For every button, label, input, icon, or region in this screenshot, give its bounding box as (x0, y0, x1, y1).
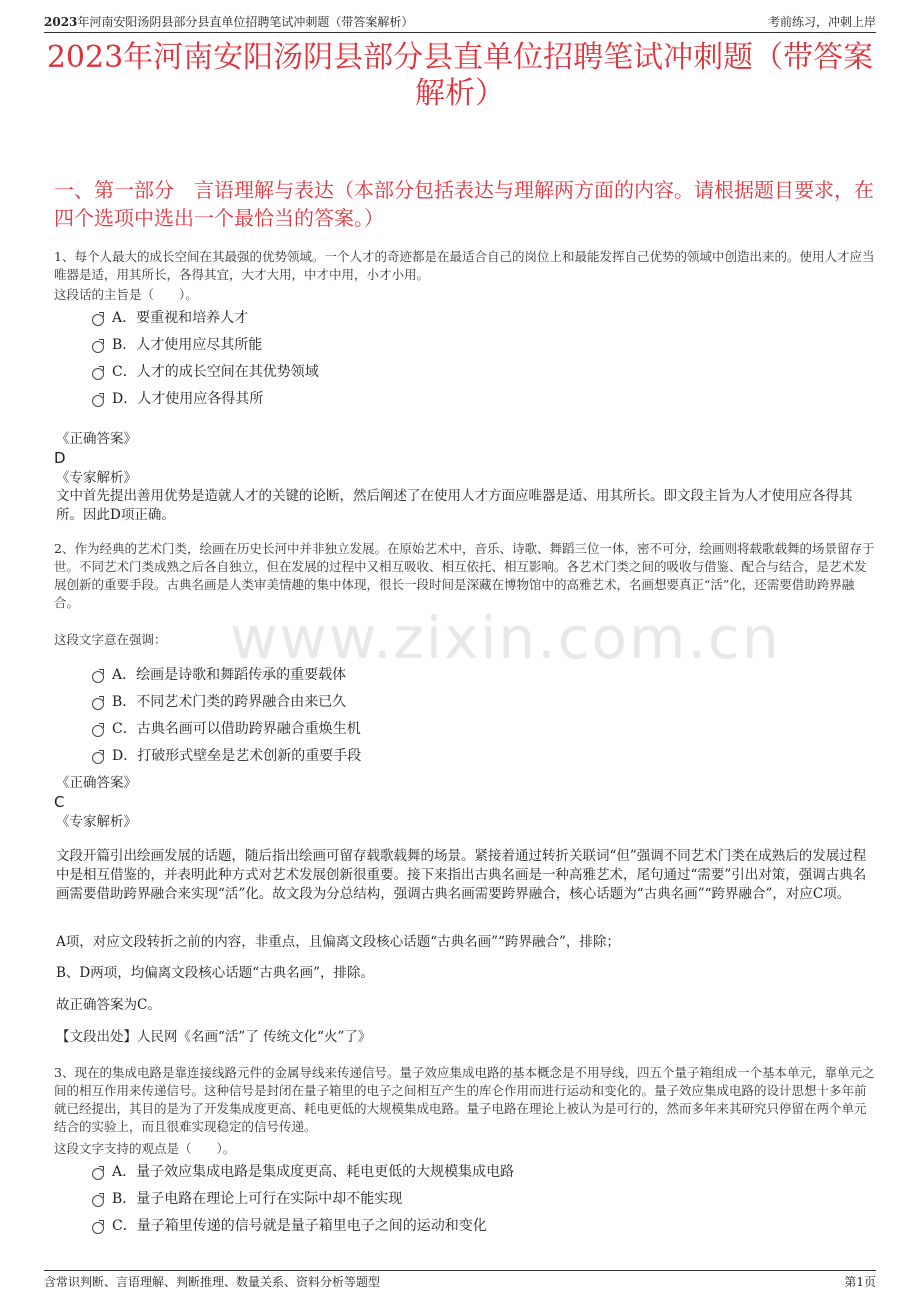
q2-answer: C (54, 793, 65, 811)
option-text: 要重视和培养人才 (136, 310, 249, 326)
option-letter: A． (112, 310, 137, 326)
option-text: 不同艺术门类的跨界融合由来已久 (136, 694, 347, 710)
q2-option-d[interactable] (92, 746, 361, 766)
option-letter: D． (112, 391, 138, 407)
q1-answer-label: 《正确答案》 (56, 431, 137, 447)
radio-icon[interactable] (92, 671, 104, 683)
q2-analysis: 文段开篇引出绘画发展的话题，随后指出绘画可留存载歌载舞的场景。紧接着通过转折关联词“但”强调不同艺术门类在成熟后的发展过程中是相互借鉴的，并表明此种方式对艺术发展创新很重要。接下来指出古典名画是一种高雅艺术，尾句通过“需要”引出对策，强调古典名画需要借助跨界融合来实现“活”化。故文段为分总结构，强调古典名画需要跨界融合，核心话题为“古典名画”“跨界融合”，对应C项。 (56, 848, 867, 902)
radio-icon[interactable] (92, 368, 104, 380)
option-text: 人才的成长空间在其优势领域 (136, 364, 319, 380)
header-year: 2023 (44, 15, 78, 29)
question-3-prompt: 这段文字支持的观点是（ ）。 (54, 1141, 236, 1156)
option-text: 量子效应集成电路是集成度更高、耗电更低的大规模集成电路 (136, 1164, 515, 1180)
page-footer (44, 1270, 876, 1291)
radio-icon[interactable] (92, 341, 104, 353)
q1-analysis: 文中首先提出善用优势是造就人才的关键的论断，然后阐述了在使用人才方面应唯器是适、用其所长。即文段主旨为人才使用应各得其所。因此D项正确。 (56, 488, 853, 523)
question-2-text: 2、作为经典的艺术门类，绘画在历史长河中并非独立发展。在原始艺术中，音乐、诗歌、舞蹈三位一体，密不可分，绘画则将载歌载舞的场景留存于世。不同艺术门类成熟之后各自独立，但在发展的过程中又相互吸收、相互依托、相互影响。各艺术门类之间的吸收与借鉴、配合与结合，是艺术发展创新的重要手段。古典名画是人类审美情趣的集中体现，很长一段时间是深藏在博物馆中的高雅艺术，名画想要真正“活”化，还需要借助跨界融合。 (54, 541, 875, 610)
radio-icon[interactable] (92, 725, 104, 737)
q3-option-b[interactable] (92, 1189, 402, 1209)
q1-option-a[interactable] (92, 308, 248, 328)
radio-icon[interactable] (92, 698, 104, 710)
footer-note: 含常识判断、言语理解、判断推理、数量关系、资料分析等题型 (44, 1275, 381, 1289)
q1-answer: D (54, 449, 66, 467)
q1-option-b[interactable] (92, 335, 262, 355)
option-letter: A． (112, 1164, 137, 1180)
option-text: 人才使用应尽其所能 (136, 337, 263, 353)
q1-option-c[interactable] (92, 362, 319, 382)
question-1-text: 1、每个人最大的成长空间在其最强的优势领域。一个人才的奇迹都是在最适合自己的岗位上和最能发挥自己优势的领域中创造出来的。使用人才应当唯器是适，用其所长，各得其宜，大才大用，中才中用，小才小用。 (54, 249, 875, 282)
radio-icon[interactable] (92, 1222, 104, 1234)
option-letter: C． (112, 1218, 137, 1234)
option-text: 人才使用应各得其所 (137, 391, 264, 407)
page-header (44, 12, 876, 33)
q3-option-a[interactable] (92, 1162, 514, 1182)
q2-analysis-bd: B、D两项，均偏离文段核心话题“古典名画”，排除。 (56, 965, 375, 981)
option-text: 量子箱里传递的信号就是量子箱里电子之间的运动和变化 (136, 1218, 487, 1234)
question-2-prompt: 这段文字意在强调： (54, 632, 167, 647)
header-title-rest: 年河南安阳汤阴县部分县直单位招聘笔试冲刺题（带答案解析） (77, 15, 414, 29)
q2-option-b[interactable] (92, 692, 346, 712)
radio-icon[interactable] (92, 1168, 104, 1180)
radio-icon[interactable] (92, 395, 104, 407)
q2-option-a[interactable] (92, 665, 346, 685)
document-title: 2023年河南安阳汤阴县部分县直单位招聘笔试冲刺题（带答案解析） (46, 40, 874, 111)
q2-conclusion: 故正确答案为C。 (56, 997, 161, 1013)
q1-analysis-label: 《专家解析》 (56, 470, 137, 486)
q3-option-c[interactable] (92, 1216, 487, 1236)
option-letter: C． (112, 364, 137, 380)
option-letter: C． (112, 721, 137, 737)
option-text: 古典名画可以借助跨界融合重焕生机 (136, 721, 361, 737)
radio-icon[interactable] (92, 314, 104, 326)
option-letter: A． (112, 667, 137, 683)
watermark: www.zixin.com.cn (230, 604, 781, 672)
radio-icon[interactable] (92, 752, 104, 764)
question-3-text: 3、现在的集成电路是靠连接线路元件的金属导线来传递信号。量子效应集成电路的基本概念是不用导线，四五个量子箱组成一个基本单元，靠单元之间的相互作用来传递信号。这种信号是封闭在量子箱里的电子之间相互产生的库仑作用而进行运动和变化的。量子效应集成电路的设计思想十多年前就已经提出，其目的是为了开发集成度更高、耗电更低的大规模集成电路。量子电路在理论上被认为是可行的，然而多年来其研究只停留在两个单元结合的实验上，而且很难实现稳定的信号传递。 (54, 1065, 875, 1134)
q2-answer-label: 《正确答案》 (56, 775, 137, 791)
q2-analysis-label: 《专家解析》 (56, 814, 137, 830)
q2-analysis-a: A项，对应文段转折之前的内容，非重点，且偏离文段核心话题“古典名画”“跨界融合”，排除； (56, 934, 620, 950)
section-heading: 一、第一部分 言语理解与表达（本部分包括表达与理解两方面的内容。请根据题目要求，在四个选项中选出一个最恰当的答案。） (54, 178, 874, 230)
option-text: 打破形式壁垒是艺术创新的重要手段 (137, 748, 362, 764)
header-slogan: 考前练习，冲刺上岸 (767, 15, 876, 29)
question-1-prompt: 这段话的主旨是（ ）。 (54, 287, 198, 302)
option-letter: D． (112, 748, 138, 764)
option-letter: B． (112, 1191, 137, 1207)
option-letter: B． (112, 337, 137, 353)
q2-option-c[interactable] (92, 719, 361, 739)
page-number: 第1页 (844, 1275, 876, 1289)
header-doc-title (44, 13, 413, 30)
option-letter: B． (112, 694, 137, 710)
option-text: 量子电路在理论上可行在实际中却不能实现 (136, 1191, 403, 1207)
q2-source: 【文段出处】人民网《名画“活”了 传统文化“火”了》 (56, 1029, 372, 1045)
option-text: 绘画是诗歌和舞蹈传承的重要载体 (136, 667, 347, 683)
radio-icon[interactable] (92, 1195, 104, 1207)
q1-option-d[interactable] (92, 389, 263, 409)
